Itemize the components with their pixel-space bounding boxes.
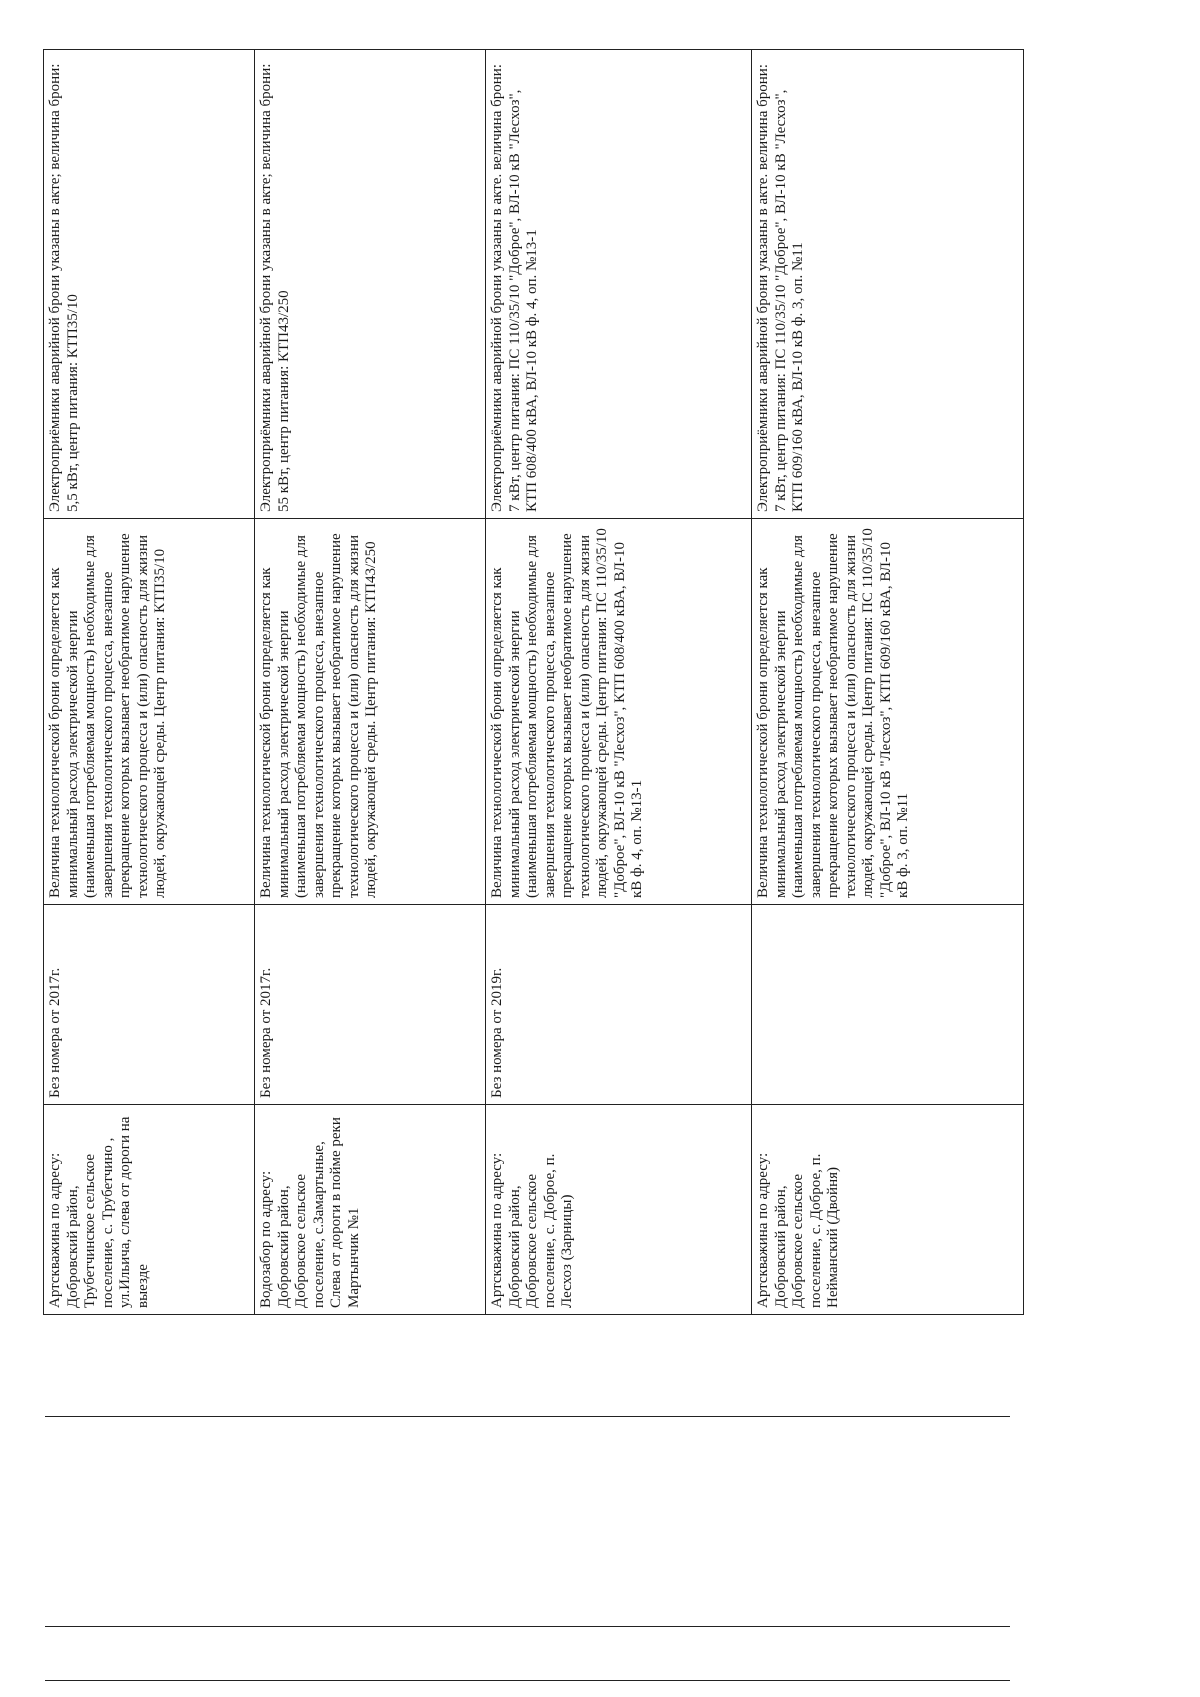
emergency-reserve-cell: Электроприёмники аварийной брони указаны в акте. величина брони: 7 кВт, центр питания: ПС 110/35/10 "Доброе", ВЛ-10 кВ "Лесхоз", КТП 609/160 кВА, ВЛ-10 кВ ф. 3, оп. №11: [752, 50, 1024, 519]
technological-reserve-cell: Величина технологической брони определяется как минимальный расход электрической энергии (наименьшая потребляемая мощность) необходимые для завершения технологического процесса, внезапное прекращение которых вызывает необратимое нарушение технологического процесса и (или) опасность для жизни людей, окружающей среды. Центр питания: ПС 110/35/10 "Доброе", ВЛ-10 кВ "Лесхоз", КТП 608/400 кВА, ВЛ-10 кВ ф. 4, оп. №13-1: [486, 519, 752, 905]
object-address-cell: Артскважина по адресу: Добровский район, Добровское сельское поселение, с. Доброе, п. Нейманский (Двойня): [752, 1105, 1024, 1315]
technological-reserve-cell: Величина технологической брони определяется как минимальный расход электрической энергии (наименьшая потребляемая мощность) необходимые для завершения технологического процесса, внезапное прекращение которых вызывает необратимое нарушение технологического процесса и (или) опасность для жизни людей, окружающей среды. Центр питания: КТП35/10: [44, 519, 255, 905]
emergency-reserve-cell: Электроприёмники аварийной брони указаны в акте; величина брони: 5,5 кВт, центр питания: КТП35/10: [44, 50, 255, 519]
reserve-table: [43, 49, 1024, 1315]
separator-line: [45, 1416, 1010, 1417]
act-reference-cell: Без номера от 2017г.: [255, 905, 486, 1105]
act-reference-cell: Без номера от 2017г.: [44, 905, 255, 1105]
object-address-cell: Артскважина по адресу: Добровский район, Трубетчинское сельское поселение, с. Трубетчино , ул.Ильича, слева от дороги на выезде: [44, 1105, 255, 1315]
emergency-reserve-cell: Электроприёмники аварийной брони указаны в акте; величина брони: 55 кВт, центр питания: КТП43/250: [255, 50, 486, 519]
separator-line: [45, 1680, 1010, 1681]
table-row: [486, 50, 752, 1315]
object-address-cell: Водозабор по адресу: Добровский район, Добровское сельское поселение, с.Замартыные, Слева от дороги в пойме реки Мартынчик №1: [255, 1105, 486, 1315]
object-address-cell: Артскважина по адресу: Добровский район, Добровское сельское поселение, с. Доброе, п. Лесхоз (Зарницы): [486, 1105, 752, 1315]
act-reference-cell: [752, 905, 1024, 1105]
emergency-reserve-cell: Электроприёмники аварийной брони указаны в акте. величина брони: 7 кВт, центр питания: ПС 110/35/10 "Доброе", ВЛ-10 кВ "Лесхоз", КТП 608/400 кВА, ВЛ-10 кВ ф. 4, оп. №13-1: [486, 50, 752, 519]
table-row: [255, 50, 486, 1315]
table-row: [44, 50, 255, 1315]
rotated-table-container: [43, 50, 997, 1315]
separator-line: [45, 1626, 1010, 1627]
technological-reserve-cell: Величина технологической брони определяется как минимальный расход электрической энергии (наименьшая потребляемая мощность) необходимые для завершения технологического процесса, внезапное прекращение которых вызывает необратимое нарушение технологического процесса и (или) опасность для жизни людей, окружающей среды. Центр питания: ПС 110/35/10 "Доброе", ВЛ-10 кВ "Лесхоз", КТП 609/160 кВА, ВЛ-10 кВ ф. 3, оп. №11: [752, 519, 1024, 905]
table-row: [752, 50, 1024, 1315]
act-reference-cell: Без номера от 2019г.: [486, 905, 752, 1105]
technological-reserve-cell: Величина технологической брони определяется как минимальный расход электрической энергии (наименьшая потребляемая мощность) необходимые для завершения технологического процесса, внезапное прекращение которых вызывает необратимое нарушение технологического процесса и (или) опасность для жизни людей, окружающей среды. Центр питания: КТП43/250: [255, 519, 486, 905]
